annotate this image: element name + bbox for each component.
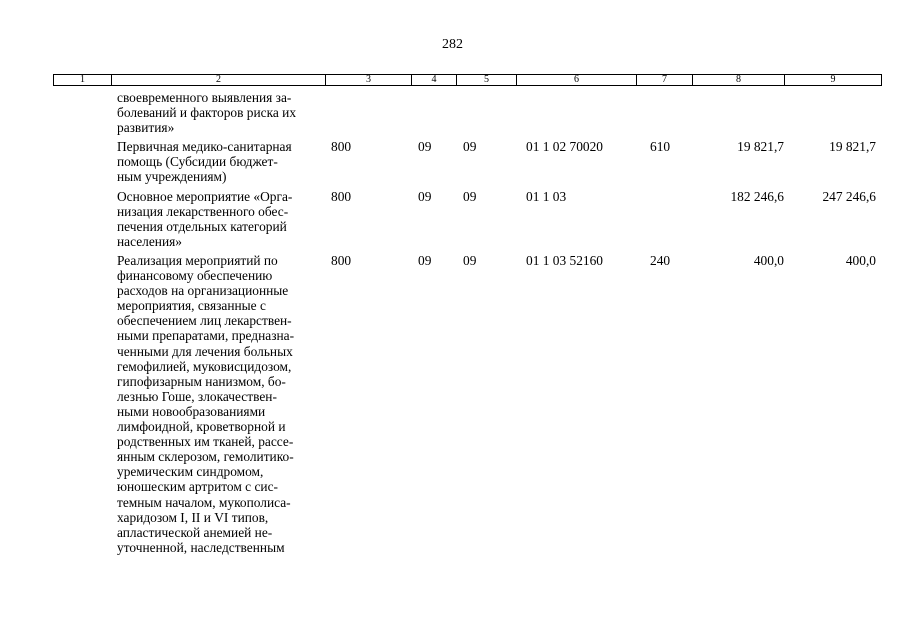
cell-c9: 400,0: [845, 253, 876, 268]
cell-c4: 09: [418, 139, 432, 155]
description-line: родственных им тканей, рассе-: [117, 434, 294, 450]
header-col-2: 2: [112, 75, 326, 86]
description-line: низация лекарственного обес-: [117, 203, 289, 219]
description-line: ным учреждениям): [117, 169, 227, 185]
cell-c7: 240: [650, 253, 671, 268]
description-line: Первичная медико-санитарная: [117, 139, 292, 155]
description-line: гемофилией, муковисцидозом,: [117, 358, 292, 374]
description-line: населения»: [117, 233, 182, 249]
header-col-6: 6: [517, 75, 637, 86]
row-description: [117, 189, 337, 249]
cell-c6: 01 1 03 52160: [526, 253, 603, 268]
description-line: гипофизарным нанизмом, бо-: [117, 373, 286, 389]
cell-c5: 09: [463, 139, 477, 155]
description-line: уремическим синдромом,: [117, 464, 264, 480]
description-line: финансовому обеспечению: [117, 268, 273, 284]
cell-c3: 800: [331, 253, 352, 268]
description-line: темным началом, мукополиса-: [117, 494, 291, 510]
cell-c5: 09: [463, 188, 477, 204]
description-line: помощь (Субсидии бюджет-: [117, 154, 278, 170]
description-line: расходов на организационные: [117, 283, 289, 299]
header-col-7: 7: [637, 75, 693, 86]
description-line: харидозом I, II и VI типов,: [117, 509, 269, 525]
header-col-1: 1: [54, 75, 112, 86]
description-line: своевременного выявления за-: [117, 90, 292, 105]
cell-c7: 610: [650, 139, 671, 155]
cell-c4: 09: [418, 188, 432, 204]
description-line: лимфоидной, кроветворной и: [117, 419, 286, 435]
cell-c8: 182 246,6: [730, 188, 784, 204]
row-description: [117, 139, 337, 184]
cell-c9: 19 821,7: [829, 139, 876, 155]
cell-c3: 800: [331, 139, 352, 155]
cell-c8: 19 821,7: [737, 139, 784, 155]
description-line: ченными для лечения больных: [117, 343, 293, 359]
description-line: ными новообразованиями: [117, 403, 266, 419]
header-col-5: 5: [457, 75, 517, 86]
row-description: [117, 253, 337, 555]
cell-c5: 09: [463, 253, 477, 268]
header-col-3: 3: [326, 75, 412, 86]
cell-c6: 01 1 03: [526, 188, 567, 204]
description-line: печения отдельных категорий: [117, 218, 287, 234]
description-line: янным склерозом, гемолитико-: [117, 449, 294, 465]
cell-c3: 800: [331, 188, 352, 204]
description-line: болеваний и факторов риска их: [117, 105, 297, 121]
header-col-4: 4: [412, 75, 457, 86]
cell-c9: 247 246,6: [822, 188, 876, 204]
description-line: развития»: [117, 120, 175, 136]
cell-c8: 400,0: [753, 253, 784, 268]
description-line: мероприятия, связанные с: [117, 298, 266, 314]
description-line: уточненной, наследственным: [117, 539, 285, 555]
description-line: ными препаратами, предназна-: [117, 328, 295, 344]
cell-c4: 09: [418, 253, 432, 268]
description-line: лезнью Гоше, злокачествен-: [117, 388, 277, 404]
header-col-8: 8: [693, 75, 785, 86]
page-number: 282: [442, 37, 463, 52]
cell-c6: 01 1 02 70020: [526, 139, 603, 155]
description-line: Основное мероприятие «Орга-: [117, 188, 293, 204]
column-number-header: [53, 74, 882, 86]
header-col-9: 9: [785, 75, 882, 86]
description-line: Реализация мероприятий по: [117, 253, 278, 268]
row-description: [117, 90, 337, 135]
description-line: апластической анемией не-: [117, 524, 273, 540]
description-line: юношеским артритом с сис-: [117, 479, 278, 495]
description-line: обеспечением лиц лекарствен-: [117, 313, 292, 329]
